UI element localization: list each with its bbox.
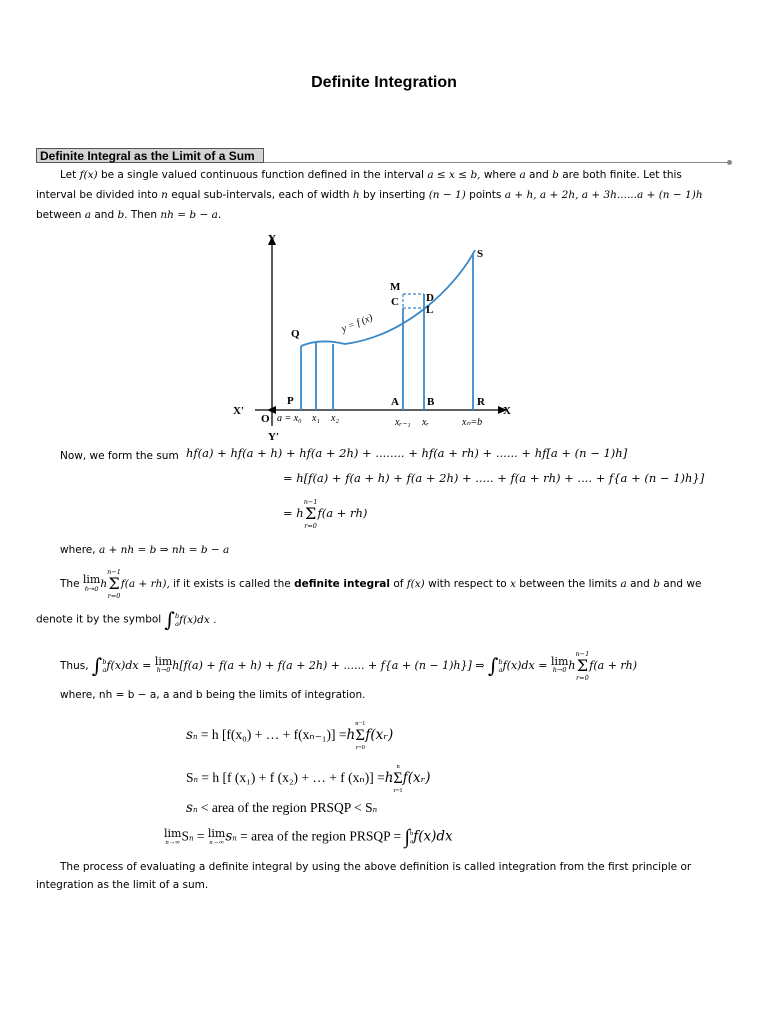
- inequality-line: sn < area of the region PRSQP < Sn: [186, 800, 378, 816]
- sum-line-3: = h n−1 Σ r=0 f(a + rh): [283, 498, 368, 530]
- denote-line: denote it by the symbol ∫ b a f(x)dx .: [36, 607, 217, 631]
- thus-line: Thus, ∫ b a f(x)dx = lim h→0 h[f(a) + f(a + h) + f(a + 2h) + ...... + f{a + (n − 1)h}] ⇒ ∫ b a f(x)dx = lim h→0 h n−1 Σ r=0 f(a + rh): [60, 650, 638, 682]
- label-R: R: [477, 396, 485, 408]
- limit-area-line: lim n→∞ Sn = lim n→∞ sn = area of the region PRSQP = ∫ b a f(x)dx: [164, 826, 453, 848]
- label-X: X: [503, 405, 511, 417]
- label-Y-neg: Y′: [268, 431, 280, 443]
- label-B: B: [427, 396, 435, 408]
- label-curve: y = f (x): [340, 312, 375, 335]
- section-heading: Definite Integral as the Limit of a Sum: [36, 148, 264, 163]
- closing-line-2: integration as the limit of a sum.: [36, 879, 209, 891]
- label-C: C: [391, 296, 399, 308]
- sum-line-2: = h[f(a) + f(a + h) + f(a + 2h) + ..... + f(a + rh) + .... + f{a + (n − 1)h}]: [283, 471, 705, 485]
- tick-x1: x₁: [312, 413, 320, 424]
- tick-a: a = x₀: [277, 413, 302, 424]
- intro-line-3: between a and b. Then nh = b − a.: [36, 209, 222, 221]
- tick-xr1: xᵣ₋₁: [395, 417, 411, 428]
- label-Y: Y: [268, 233, 276, 245]
- riemann-sum-diagram: [225, 228, 525, 443]
- label-X-neg: X′: [233, 405, 245, 417]
- section-rule: [264, 162, 729, 163]
- label-D: D: [426, 292, 434, 304]
- intro-line-1: Let f(x) be a single valued continuous function defined in the interval a ≤ x ≤ b, where a and b are both finite. Let this: [60, 169, 682, 181]
- where-line-2: where, nh = b − a, a and b being the limits of integration.: [60, 689, 366, 701]
- now-form-label: Now, we form the sum: [60, 450, 179, 462]
- upper-sum-line: Sn = h [f (x₁) + f (x₂) + … + f (xₙ)] =h n Σ r=1 f(xᵣ): [186, 763, 431, 794]
- definition-line: The lim h→0 h n−1 Σ r=0 f(a + rh), if it exists is called the definite integral of f(x) with respect to x between the limits a and b and we: [60, 568, 702, 600]
- closing-line-1: The process of evaluating a definite integral by using the above definition is called integration from the first principle or: [60, 861, 692, 873]
- tick-x2: x₂: [331, 413, 339, 424]
- label-Q: Q: [291, 328, 300, 340]
- where-line-1: where, a + nh = b ⇒ nh = b − a: [60, 544, 230, 556]
- page-title: Definite Integration: [311, 74, 457, 91]
- label-S: S: [477, 248, 484, 260]
- sum-line-1: hf(a) + hf(a + h) + hf(a + 2h) + ........ + hf(a + rh) + ...... + hf[a + (n − 1)h]: [186, 446, 628, 460]
- tick-xr: xᵣ: [422, 417, 429, 428]
- label-M: M: [390, 281, 401, 293]
- curve-f: [301, 250, 475, 346]
- label-L: L: [426, 304, 434, 316]
- label-P: P: [287, 395, 294, 407]
- label-O: O: [261, 413, 270, 425]
- intro-line-2: interval be divided into n equal sub-intervals, each of width h by inserting (n − 1) points a + h, a + 2h, a + 3h......a + (n − 1)h: [36, 189, 703, 201]
- tick-xn: xₙ=b: [462, 417, 483, 428]
- lower-sum-line: sn = h [f(x₀) + … + f(xₙ₋₁)] =h n−1 Σ r=0 f(xᵣ): [186, 720, 394, 751]
- label-A: A: [391, 396, 399, 408]
- section-rule-dot: [727, 160, 732, 165]
